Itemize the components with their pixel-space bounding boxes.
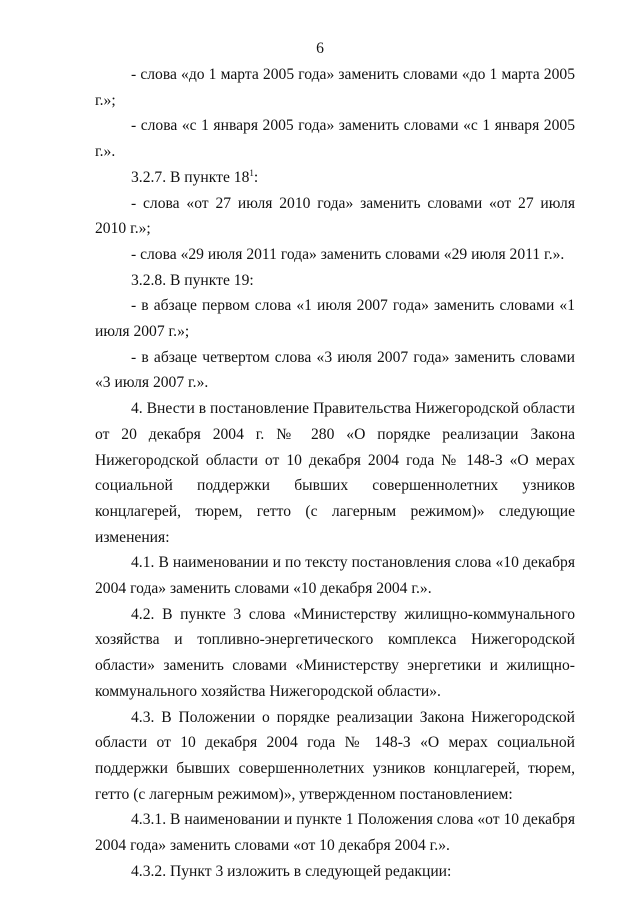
paragraph-4: - слова «от 27 июля 2010 года» заменить словами «от 27 июля 2010 г.»;: [95, 194, 575, 238]
paragraph-3: [95, 165, 575, 191]
paragraph-1: - слова «до 1 марта 2005 года» заменить словами «до 1 марта 2005 г.»;: [95, 66, 575, 109]
page-number: 6: [316, 40, 324, 57]
superscript-index: 1: [249, 167, 254, 178]
paragraph-8: - в абзаце четвертом слова «3 июля 2007 года» заменить словами «3 июля 2007 г.».: [95, 348, 575, 392]
paragraph-14: 4.3.2. Пункт 3 изложить в следующей редакции:: [131, 862, 452, 880]
paragraph-3-text: 3.2.7. В пункте 18: [131, 168, 250, 186]
paragraph-9: 4. Внести в постановление Правительства Нижегородской области от 20 декабря 2004 г. № 280 «О порядке реализации Закона Нижегородской области от 10 декабря 2004 года № 148-З «О мерах социальной поддержки бывших совершеннолетних узников концлагерей, тюрем, гетто (с лагерным режимом)» следующие изменения:: [95, 400, 575, 546]
paragraph-12: 4.3. В Положении о порядке реализации Закона Нижегородской области от 10 декабря 2004 года № 148-З «О мерах социальной поддержки бывших совершеннолетних узников концлагерей, тюрем, гетто (с лагерным режимом)», утвержденном постановлением:: [95, 708, 575, 803]
paragraph-6: 3.2.8. В пункте 19:: [131, 271, 254, 289]
paragraph-3-tail: :: [253, 168, 259, 186]
paragraph-2: - слова «с 1 января 2005 года» заменить словами «с 1 января 2005 г.».: [95, 117, 575, 161]
document-body: [95, 62, 575, 885]
paragraph-7: - в абзаце первом слова «1 июля 2007 года» заменить словами «1 июля 2007 г.»;: [95, 297, 575, 341]
paragraph-11: 4.2. В пункте 3 слова «Министерству жилищно-коммунального хозяйства и топливно-энергетического комплекса Нижегородской области» заменить словами «Министерству энергетики и жилищно-коммунального хозяйства Нижегородской области».: [95, 605, 575, 700]
paragraph-10: 4.1. В наименовании и по тексту постановления слова «10 декабря 2004 года» заменить словами «10 декабря 2004 г.».: [95, 554, 575, 598]
paragraph-13: 4.3.1. В наименовании и пункте 1 Положения слова «от 10 декабря 2004 года» заменить словами «от 10 декабря 2004 г.».: [95, 811, 575, 855]
paragraph-5: - слова «29 июля 2011 года» заменить словами «29 июля 2011 г.».: [131, 245, 565, 263]
